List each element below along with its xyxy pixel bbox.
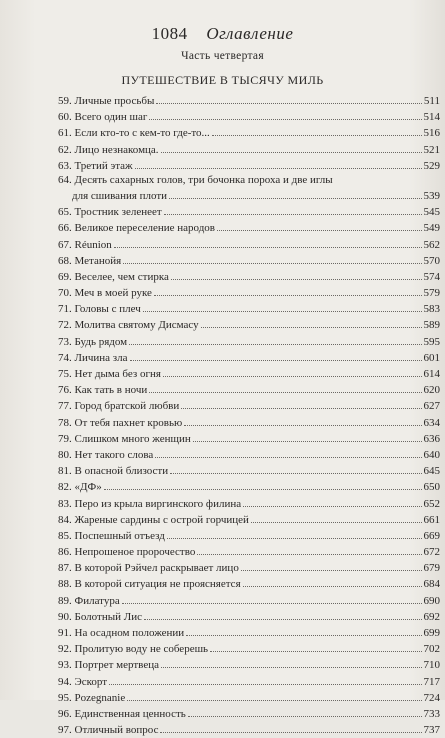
toc-entry-page: 692 — [423, 610, 440, 623]
toc-entry-title: 69. Веселее, чем стирка — [58, 270, 169, 283]
dot-leader — [197, 543, 421, 555]
dot-leader — [104, 478, 422, 490]
toc-entry-title: 63. Третий этаж — [58, 159, 133, 172]
toc-entry — [58, 92, 440, 108]
toc-entry-page: 545 — [423, 206, 440, 219]
toc-entry-page: 579 — [423, 287, 440, 300]
toc-entry-title: 64. Десять сахарных голов, три бочонка пороха и две иглы — [58, 173, 333, 186]
toc-entry — [58, 124, 440, 140]
toc-entry-page: 699 — [423, 627, 440, 639]
toc-entry-title: 84. Жареные сардины с острой горчицей — [58, 513, 249, 526]
toc-entry-title: 86. Непрошеное пророчество — [58, 546, 196, 559]
dot-leader — [186, 624, 421, 636]
toc-entry-page: 574 — [423, 270, 440, 283]
toc-entry — [58, 495, 440, 511]
toc-entry-title: 91. На осадном положении — [58, 627, 185, 639]
toc-entry — [58, 592, 440, 608]
toc-entry-page: 724 — [423, 691, 440, 704]
toc-entry — [58, 689, 440, 705]
toc-entry-page: 583 — [423, 303, 440, 316]
dot-leader — [129, 333, 421, 345]
dot-leader — [243, 495, 421, 507]
toc-entry-page: 614 — [423, 368, 440, 380]
running-title: Оглавление — [206, 24, 294, 43]
toc-entry — [58, 559, 440, 575]
dot-leader — [135, 157, 422, 169]
toc-entry — [58, 462, 440, 478]
dot-leader — [144, 608, 422, 620]
toc-entry-page: 529 — [423, 159, 440, 172]
toc-entry-title: 81. В опасной близости — [58, 465, 169, 478]
toc-entry — [58, 141, 440, 157]
toc-entry-title: 61. Если кто-то с кем-то где-то... — [58, 127, 210, 140]
toc-entry-page: 690 — [423, 594, 440, 607]
toc-entry-title: 96. Единственная ценность — [58, 707, 186, 720]
toc-entry — [58, 397, 440, 413]
toc-entry — [58, 284, 440, 300]
toc-entry — [58, 365, 440, 381]
toc-entry — [58, 173, 440, 187]
toc-entry-page: 737 — [423, 724, 440, 737]
toc-entry-page: 601 — [423, 351, 440, 364]
dot-leader — [164, 203, 422, 215]
toc-entry-title: 88. В которой ситуация не проясняется — [58, 578, 241, 591]
toc-entry — [58, 381, 440, 397]
toc-entry-title: 68. Метанойя — [58, 254, 122, 267]
toc-entry — [58, 187, 440, 203]
toc-entry-title: 62. Лицо незнакомца. — [58, 143, 159, 156]
dot-leader — [160, 721, 421, 733]
table-of-contents — [58, 92, 440, 737]
page-number: 1084 — [151, 24, 188, 43]
toc-entry-title: 92. Пролитую воду не соберешь — [58, 643, 209, 656]
toc-entry-title: 72. Молитва святому Дисмасу — [58, 319, 199, 332]
toc-entry-page: 650 — [423, 481, 440, 494]
toc-entry — [58, 673, 440, 689]
toc-entry-title: 90. Болотный Лис — [58, 610, 142, 623]
toc-entry-page: 627 — [423, 400, 440, 413]
toc-entry-page: 702 — [423, 643, 440, 656]
dot-leader — [161, 141, 422, 153]
toc-entry-page: 595 — [423, 335, 440, 348]
toc-entry-page: 516 — [423, 127, 440, 140]
toc-entry-title: 76. Как тать в ночи — [58, 384, 148, 397]
toc-entry-title: 85. Поспешный отъезд — [58, 529, 165, 542]
dot-leader — [155, 446, 421, 458]
toc-entry — [58, 333, 440, 349]
dot-leader — [109, 673, 421, 685]
toc-entry-title: 87. В которой Рэйчел раскрывает лицо — [58, 562, 239, 575]
toc-entry-page: 634 — [423, 416, 440, 429]
toc-entry — [58, 721, 440, 737]
dot-leader — [167, 527, 422, 539]
toc-entry — [58, 640, 440, 656]
toc-entry-page: 679 — [423, 562, 440, 575]
toc-entry-page: 669 — [423, 529, 440, 542]
toc-entry — [58, 624, 440, 640]
toc-entry-title: 70. Меч в моей руке — [58, 287, 152, 300]
toc-entry — [58, 511, 440, 527]
toc-entry — [58, 219, 440, 235]
section-title: ПУТЕШЕСТВИЕ В ТЫСЯЧУ МИЛЬ — [121, 73, 324, 87]
dot-leader — [163, 365, 422, 377]
toc-entry — [58, 575, 440, 591]
dot-leader — [114, 236, 422, 248]
toc-entry — [58, 608, 440, 624]
dot-leader — [241, 559, 422, 571]
dot-leader — [170, 462, 421, 474]
toc-entry — [58, 349, 440, 365]
toc-entry — [58, 268, 440, 284]
toc-entry-page: 589 — [423, 319, 440, 332]
toc-entry-title: 83. Перо из крыла виргинского филина — [58, 497, 242, 510]
dot-leader — [184, 414, 421, 426]
toc-entry-page: 636 — [423, 432, 440, 445]
dot-leader — [217, 219, 422, 231]
toc-entry-page: 684 — [423, 578, 440, 591]
toc-entry-title: 65. Тростник зеленеет — [58, 206, 162, 219]
toc-entry-page: 640 — [423, 448, 440, 461]
dot-leader — [171, 268, 422, 280]
toc-entry — [58, 527, 440, 543]
dot-leader — [130, 349, 422, 361]
toc-entry-title: 79. Слишком много женщин — [58, 432, 191, 445]
toc-entry — [58, 108, 440, 124]
toc-entry — [58, 430, 440, 446]
toc-entry-title: 71. Головы с плеч — [58, 303, 141, 316]
toc-entry — [58, 252, 440, 268]
dot-leader — [127, 689, 421, 701]
dot-leader — [210, 640, 421, 652]
toc-entry-title: 94. Эскорт — [58, 675, 108, 688]
toc-entry-page: 717 — [423, 675, 440, 688]
toc-entry — [58, 478, 440, 494]
toc-entry-title: 89. Филатура — [58, 594, 120, 607]
toc-entry — [58, 414, 440, 430]
dot-leader — [201, 316, 422, 328]
toc-entry-title: для сшивания плоти — [72, 189, 168, 202]
toc-entry — [58, 203, 440, 219]
toc-entry — [58, 705, 440, 721]
toc-entry — [58, 543, 440, 559]
dot-leader — [122, 592, 422, 604]
dot-leader — [161, 656, 422, 668]
toc-entry-page: 514 — [423, 111, 440, 124]
toc-entry-page: 539 — [423, 189, 440, 202]
toc-entry — [58, 300, 440, 316]
toc-entry — [58, 446, 440, 462]
toc-entry-title: 73. Будь рядом — [58, 335, 128, 348]
dot-leader — [156, 92, 422, 104]
toc-entry-page: 570 — [423, 254, 440, 267]
toc-entry — [58, 316, 440, 332]
toc-entry-page: 562 — [423, 238, 440, 251]
toc-entry-title: 93. Портрет мертвеца — [58, 659, 159, 672]
dot-leader — [149, 108, 421, 120]
dot-leader — [212, 124, 422, 136]
toc-entry-title: 74. Личина зла — [58, 351, 128, 364]
toc-entry-page: 620 — [423, 384, 440, 397]
toc-entry-title: 78. От тебя пахнет кровью — [58, 416, 183, 429]
toc-entry-title: 59. Личные просьбы — [58, 95, 155, 107]
toc-entry-page: 549 — [423, 222, 440, 235]
dot-leader — [193, 430, 422, 442]
toc-entry-page: 672 — [423, 546, 440, 559]
toc-entry-page: 511 — [423, 95, 440, 107]
toc-entry-title: 67. Réunion — [58, 238, 112, 251]
dot-leader — [188, 705, 422, 717]
toc-entry-title: 82. «ДФ» — [58, 481, 102, 494]
toc-entry — [58, 157, 440, 173]
part-title: Часть четвертая — [181, 50, 264, 62]
toc-entry-page: 652 — [423, 497, 440, 510]
toc-entry — [58, 236, 440, 252]
toc-entry-title: 75. Нет дыма без огня — [58, 368, 161, 380]
toc-entry-page: 733 — [423, 707, 440, 720]
toc-entry-page: 710 — [423, 659, 440, 672]
dot-leader — [143, 300, 422, 312]
dot-leader — [123, 252, 421, 264]
toc-entry-page: 645 — [423, 465, 440, 478]
dot-leader — [181, 397, 421, 409]
dot-leader — [243, 575, 422, 587]
dot-leader — [154, 284, 422, 296]
toc-entry-page: 661 — [423, 513, 440, 526]
toc-entry-title: 60. Всего один шаг — [58, 111, 148, 124]
running-head — [0, 24, 445, 44]
dot-leader — [169, 187, 421, 199]
toc-entry-title: 97. Отличный вопрос — [58, 724, 159, 737]
toc-entry — [58, 656, 440, 672]
toc-entry-title: 80. Нет такого слова — [58, 448, 154, 461]
dot-leader — [149, 381, 421, 393]
toc-entry-page: 521 — [423, 143, 440, 156]
toc-entry-title: 77. Город братской любви — [58, 400, 180, 413]
toc-entry-title: 95. Pozegnanie — [58, 691, 126, 704]
dot-leader — [251, 511, 422, 523]
toc-entry-title: 66. Великое переселение народов — [58, 222, 215, 235]
